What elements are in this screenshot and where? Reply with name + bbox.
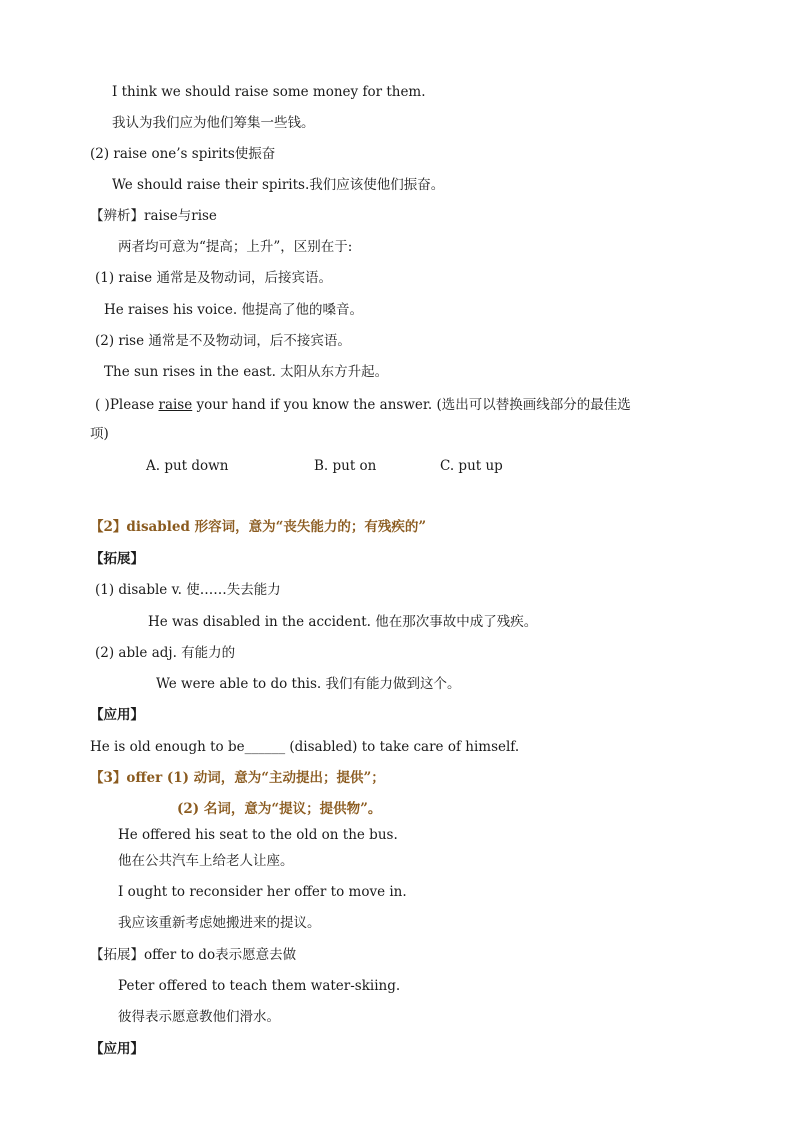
question-underlined-word: raise — [158, 397, 193, 413]
offer-expand-heading: 【拓展】offer to do表示愿意去做 — [90, 947, 297, 963]
disabled-item2: (2) able adj. 有能力的 — [95, 645, 236, 661]
offer-heading-line2: (2) 名词，意为“提议；提供物”。 — [177, 801, 382, 817]
offer-example1-en: He offered his seat to the old on the bus. — [118, 827, 398, 843]
offer-example2-zh: 我应该重新考虑她搬进来的提议。 — [118, 915, 321, 931]
offer-example1-zh: 他在公共汽车上给老人让座。 — [118, 853, 294, 869]
analysis-point2: (2) rise 通常是不及物动词，后不接宾语。 — [95, 333, 351, 349]
analysis-heading: 【辨析】raise与rise — [90, 208, 217, 224]
disabled-heading: 【2】disabled 形容词，意为“丧失能力的；有残疾的” — [90, 519, 427, 535]
offer-example2-en: I ought to reconsider her offer to move in. — [118, 884, 407, 900]
disabled-item1-example: He was disabled in the accident. 他在那次事故中成了残疾。 — [148, 614, 538, 630]
analysis-point1: (1) raise 通常是及物动词，后接宾语。 — [95, 270, 332, 286]
option-c[interactable]: C. put up — [440, 458, 503, 474]
question-line — [95, 396, 631, 414]
offer-expand-example-en: Peter offered to teach them water-skiing. — [118, 978, 401, 994]
disabled-item2-example: We were able to do this. 我们有能力做到这个。 — [156, 676, 461, 692]
answer-bracket[interactable]: ( ) — [95, 397, 110, 413]
option-b[interactable]: B. put on — [314, 458, 377, 474]
question-text-after: your hand if you know the answer. (选出可以替换画线部分的最佳选 — [192, 397, 631, 413]
raise-example-zh: 我认为我们应为他们筹集一些钱。 — [112, 115, 315, 131]
disabled-item1: (1) disable v. 使……失去能力 — [95, 582, 281, 598]
raise-example-en: I think we should raise some money for them. — [112, 84, 426, 100]
analysis-point2-example: The sun rises in the east. 太阳从东方升起。 — [104, 364, 389, 380]
question-continuation: 项) — [90, 426, 109, 442]
offer-expand-example-zh: 彼得表示愿意教他们滑水。 — [118, 1009, 280, 1025]
disabled-apply-exercise[interactable]: He is old enough to be______ (disabled) to take care of himself. — [90, 739, 520, 755]
offer-apply-label: 【应用】 — [90, 1041, 144, 1057]
analysis-point1-example: He raises his voice. 他提高了他的嗓音。 — [104, 302, 363, 318]
option-a[interactable]: A. put down — [146, 458, 229, 474]
disabled-expand-label: 【拓展】 — [90, 551, 144, 567]
analysis-intro: 两者均可意为“提高；上升”，区别在于: — [118, 239, 353, 255]
question-text-before: Please — [109, 397, 159, 413]
raise-item2-heading: (2) raise one’s spirits使振奋 — [90, 146, 276, 162]
offer-heading-line1: 【3】offer (1) 动词，意为“主动提出；提供”； — [90, 770, 385, 786]
disabled-apply-label: 【应用】 — [90, 707, 144, 723]
raise-item2-example: We should raise their spirits.我们应该使他们振奋。 — [112, 177, 445, 193]
